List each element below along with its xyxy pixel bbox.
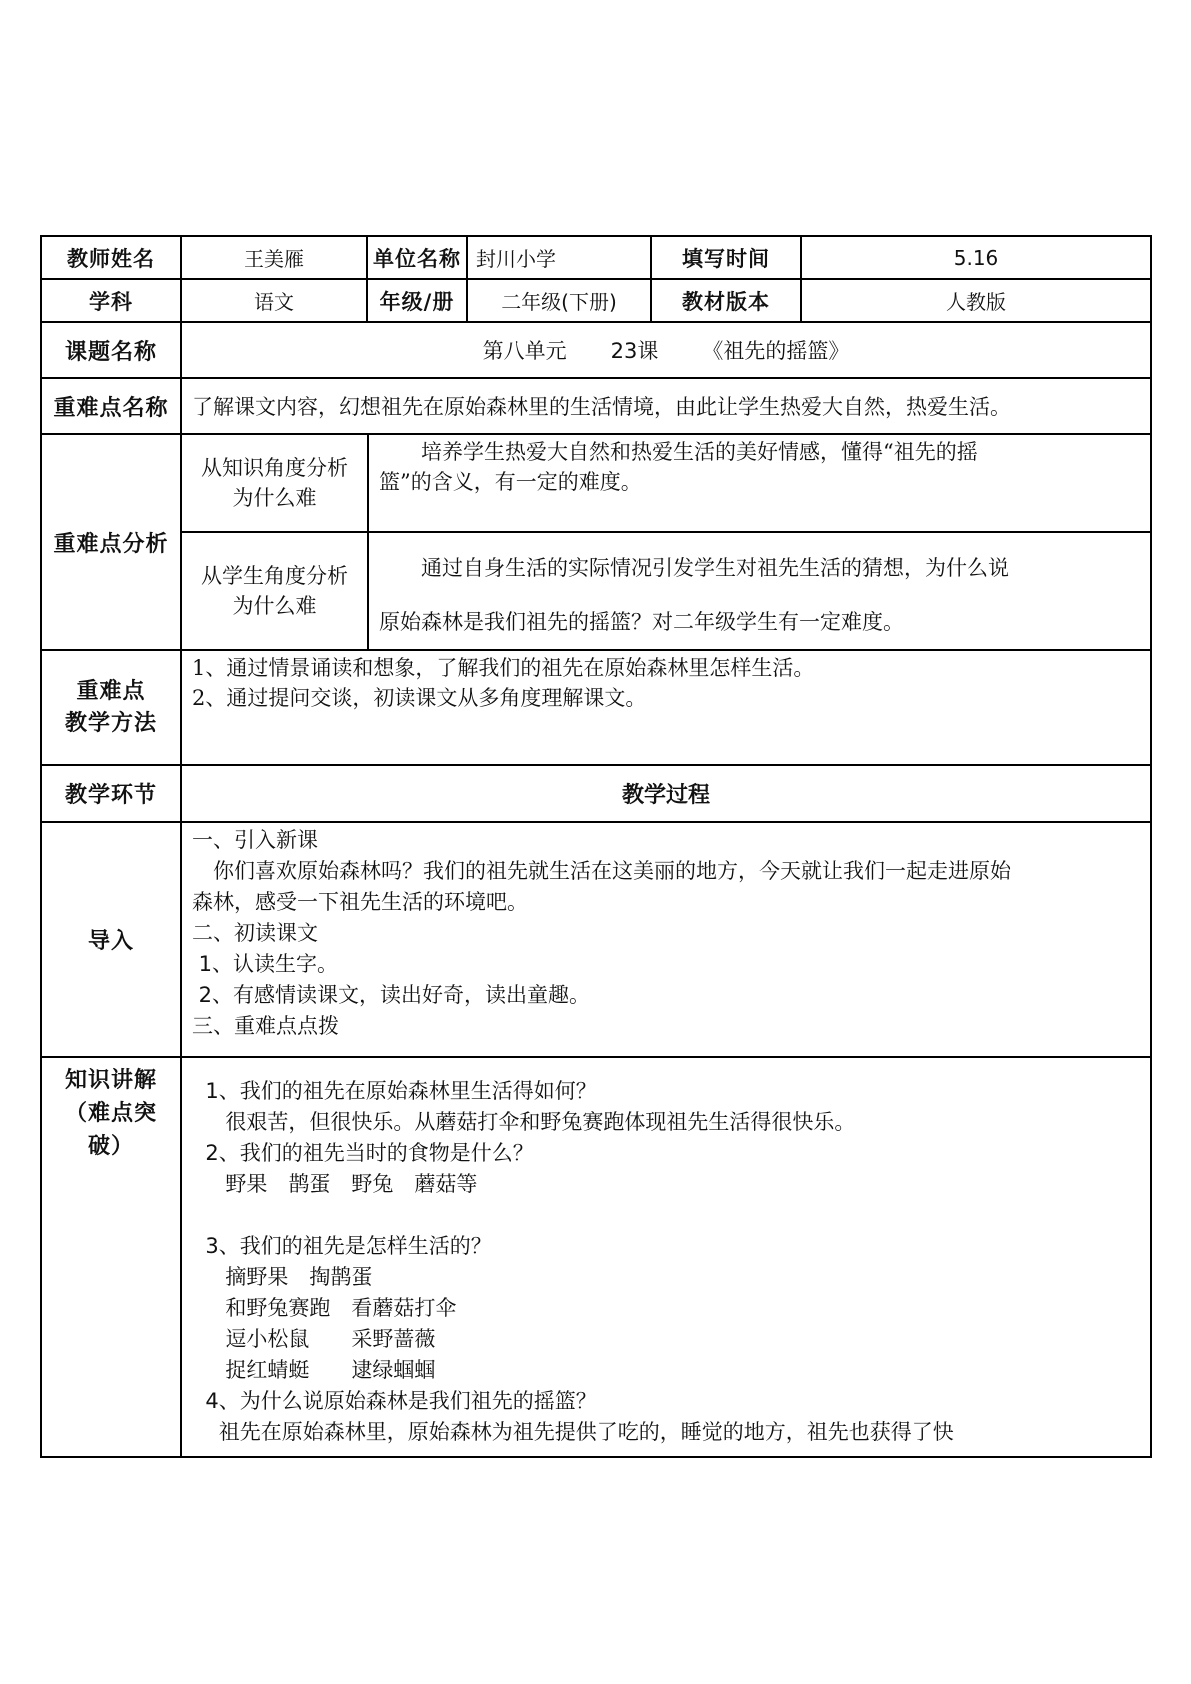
knowledge-line: 野果 鹊蛋 野兔 蘑菇等 bbox=[192, 1172, 478, 1196]
knowledge-line: 摘野果 掏鹊蛋 bbox=[192, 1265, 373, 1289]
process-header-row bbox=[41, 765, 1151, 822]
knowledge-row bbox=[41, 1057, 1151, 1457]
methods-line-1: 1、通过情景诵读和想象，了解我们的祖先在原始森林里怎样生活。 bbox=[192, 656, 815, 680]
subject-label: 学科 bbox=[41, 279, 181, 322]
grade-label: 年级/册 bbox=[367, 279, 467, 322]
teacher-label: 教师姓名 bbox=[41, 236, 181, 279]
knowledge-line: 和野兔赛跑 看蘑菇打伞 bbox=[192, 1296, 457, 1320]
methods-label-line-1: 重难点 bbox=[76, 678, 146, 704]
methods-line-2: 2、通过提问交谈，初读课文从多角度理解课文。 bbox=[192, 686, 647, 710]
intro-line: 二、初读课文 bbox=[192, 921, 318, 945]
key-points-row bbox=[41, 378, 1151, 434]
date-label: 填写时间 bbox=[651, 236, 801, 279]
methods-label-line-2: 教学方法 bbox=[64, 710, 157, 736]
header-row-1 bbox=[41, 236, 1151, 279]
knowledge-label-line-1: 知识讲解 bbox=[64, 1068, 157, 1093]
knowledge-line: 祖先在原始森林里，原始森林为祖先提供了吃的，睡觉的地方，祖先也获得了快 bbox=[192, 1420, 954, 1444]
knowledge-angle-label bbox=[182, 435, 368, 532]
knowledge-line: 很艰苦，但很快乐。从蘑菇打伞和野兔赛跑体现祖先生活得很快乐。 bbox=[192, 1110, 856, 1134]
intro-line: 2、有感情读课文，读出好奇，读出童趣。 bbox=[192, 983, 591, 1007]
knowledge-line: 4、为什么说原始森林是我们祖先的摇篮？ bbox=[192, 1389, 597, 1413]
topic-lesson: 23课 bbox=[610, 339, 659, 363]
student-angle-label-line-2: 为什么难 bbox=[232, 594, 317, 618]
student-angle-line-2: 原始森林是我们祖先的摇篮？对二年级学生有一定难度。 bbox=[379, 610, 904, 634]
intro-row bbox=[41, 822, 1151, 1057]
date-value: 5.16 bbox=[801, 236, 1151, 279]
topic-row bbox=[41, 322, 1151, 378]
knowledge-label-line-3: 破） bbox=[87, 1134, 134, 1159]
methods-text bbox=[181, 650, 1151, 765]
knowledge-line: 捉红蜻蜓 逮绿蝈蝈 bbox=[192, 1358, 436, 1382]
methods-row bbox=[41, 650, 1151, 765]
knowledge-line: 3、我们的祖先是怎样生活的？ bbox=[192, 1234, 492, 1258]
knowledge-line: 1、我们的祖先在原始森林里生活得如何？ bbox=[192, 1079, 597, 1103]
topic-unit: 第八单元 bbox=[482, 339, 567, 363]
knowledge-label bbox=[41, 1057, 181, 1457]
student-angle-text bbox=[368, 532, 1150, 649]
lesson-plan-table bbox=[40, 235, 1152, 1458]
intro-line: 1、认读生字。 bbox=[192, 952, 339, 976]
knowledge-line: 2、我们的祖先当时的食物是什么？ bbox=[192, 1141, 534, 1165]
edition-label: 教材版本 bbox=[651, 279, 801, 322]
student-angle-line-1: 通过自身生活的实际情况引发学生对祖先生活的猜想，为什么说 bbox=[379, 556, 1009, 580]
grade-value: 二年级(下册) bbox=[467, 279, 651, 322]
key-points-text: 了解课文内容，幻想祖先在原始森林里的生活情境，由此让学生热爱大自然，热爱生活。 bbox=[181, 378, 1151, 434]
analysis-row bbox=[41, 434, 1151, 650]
header-row-2 bbox=[41, 279, 1151, 322]
process-step-label: 教学环节 bbox=[41, 765, 181, 822]
intro-label: 导入 bbox=[41, 822, 181, 1057]
intro-line: 一、引入新课 bbox=[192, 828, 318, 852]
topic-value bbox=[181, 322, 1151, 378]
analysis-label: 重难点分析 bbox=[41, 434, 181, 650]
unit-value: 封川小学 bbox=[467, 236, 651, 279]
knowledge-line: 逗小松鼠 采野蔷薇 bbox=[192, 1327, 436, 1351]
subject-value: 语文 bbox=[181, 279, 367, 322]
topic-title: 《祖先的摇篮》 bbox=[702, 339, 850, 363]
intro-content bbox=[181, 822, 1151, 1057]
intro-line: 森林，感受一下祖先生活的环境吧。 bbox=[192, 890, 528, 914]
intro-line: 你们喜欢原始森林吗？我们的祖先就生活在这美丽的地方，今天就让我们一起走进原始 bbox=[192, 859, 1011, 883]
knowledge-angle-line-2: 篮”的含义，有一定的难度。 bbox=[379, 470, 642, 494]
knowledge-angle-text bbox=[368, 435, 1150, 532]
teacher-value: 王美雁 bbox=[181, 236, 367, 279]
analysis-subtable bbox=[182, 435, 1150, 649]
intro-line: 三、重难点点拨 bbox=[192, 1014, 339, 1038]
key-points-label: 重难点名称 bbox=[41, 378, 181, 434]
knowledge-content bbox=[181, 1057, 1151, 1457]
analysis-cell bbox=[181, 434, 1151, 650]
student-angle-label-line-1: 从学生角度分析 bbox=[201, 564, 348, 588]
edition-value: 人教版 bbox=[801, 279, 1151, 322]
unit-label: 单位名称 bbox=[367, 236, 467, 279]
knowledge-angle-line-1: 培养学生热爱大自然和热爱生活的美好情感，懂得“祖先的摇 bbox=[379, 440, 978, 464]
student-angle-label bbox=[182, 532, 368, 649]
process-title: 教学过程 bbox=[181, 765, 1151, 822]
knowledge-angle-label-line-1: 从知识角度分析 bbox=[201, 456, 348, 480]
knowledge-angle-label-line-2: 为什么难 bbox=[232, 486, 317, 510]
knowledge-line bbox=[192, 1200, 1142, 1231]
knowledge-label-line-2: （难点突 bbox=[64, 1101, 157, 1126]
lesson-plan-sheet bbox=[40, 235, 1150, 1458]
topic-label: 课题名称 bbox=[41, 322, 181, 378]
methods-label bbox=[41, 650, 181, 765]
